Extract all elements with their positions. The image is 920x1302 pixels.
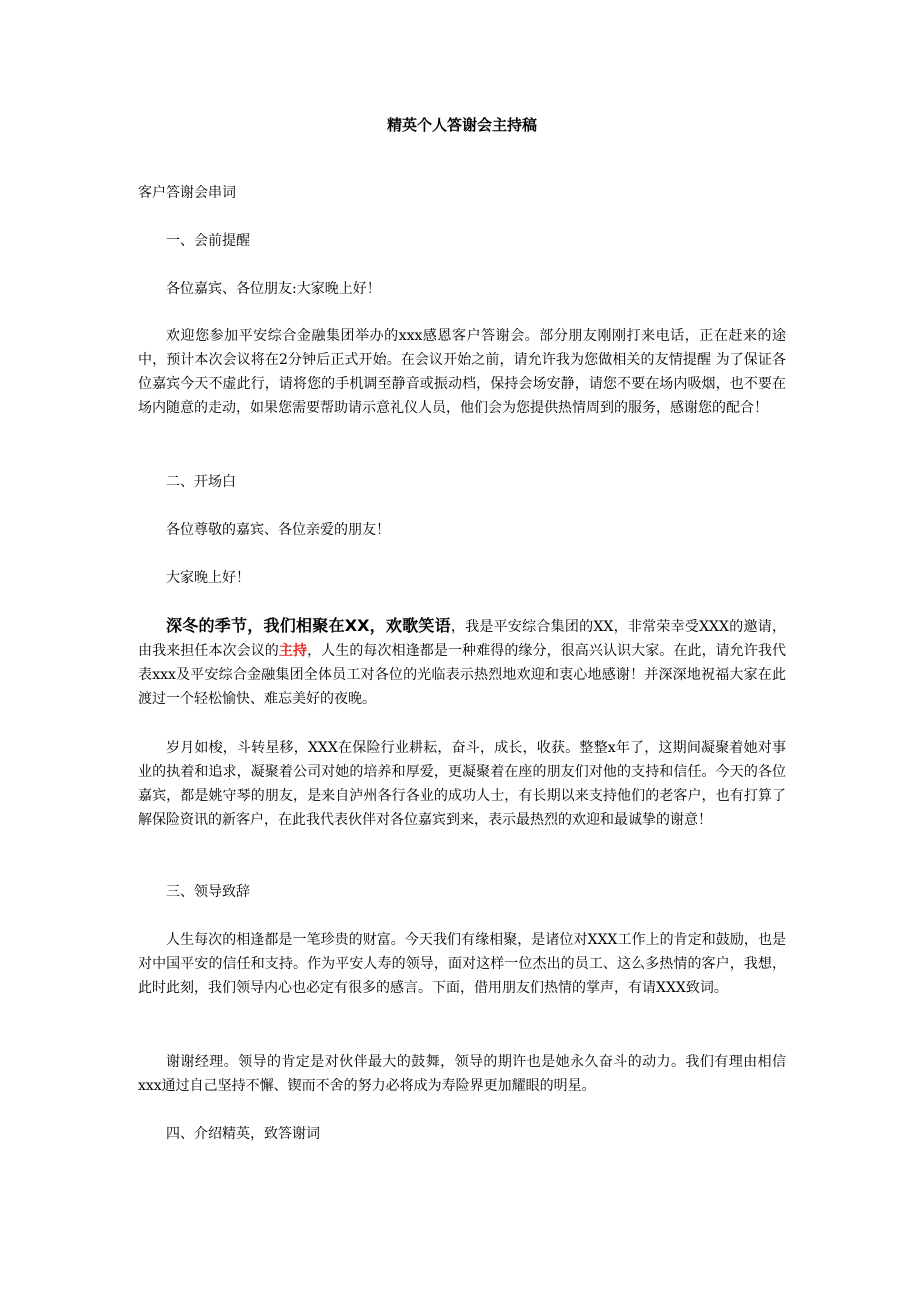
greeting-line: 各位尊敬的嘉宾、各位亲爱的朋友！ xyxy=(166,522,390,538)
opening-text: ，我是平安综合集团的XX，非常荣幸受XXX的邀请，由我来担任本次会议的 xyxy=(138,619,786,659)
section-heading-2: 二、开场白 xyxy=(166,474,236,490)
leader-paragraph: 人生每次的相逢都是一笔珍贵的财富。今天我们有缘相聚，是诸位对XXX工作上的肯定和鼓励，也是对中国平安的信任和支持。作为平安人寿的领导，面对这样一位杰出的员工、这么多热情的客户，我想，此时此刻，我们领导内心也必定有很多的感言。下面，借用朋友们热情的掌声，有请XXX致词。 xyxy=(138,932,786,996)
history-paragraph: 岁月如梭，斗转星移，XXX在保险行业耕耘，奋斗，成长，收获。整整x年了，这期间凝聚着她对事业的执着和追求，凝聚着公司对她的培养和厚爱，更凝聚着在座的朋友们对他的支持和信任。今天的各位嘉宾，都是姚守琴的朋友，是来自泸州各行各业的成功人士，有长期以来支持他们的老客户，也有打算了解保险资讯的新客户，在此我代表伙伴对各位嘉宾到来，表示最热烈的欢迎和最诚挚的谢意！ xyxy=(138,740,786,828)
opening-lead-text: 深冬的季节，我们相聚在XX，欢歌笑语 xyxy=(166,616,451,635)
reminder-paragraph: 欢迎您参加平安综合金融集团举办的xxx感恩客户答谢会。部分朋友刚刚打来电话，正在赶来的途中，预计本次会议将在2分钟后正式开始。在会议开始之前，请允许我为您做相关的友情提醒 为了保证各位嘉宾今天不虚此行，请将您的手机调至静音或振动档，保持会场安静，请您不要在场内吸烟，也不要在场内随意的走动，如果您需要帮助请示意礼仪人员，他们会为您提供热情周到的服务，感谢您的配合！ xyxy=(138,328,786,416)
document-title: 精英个人答谢会主持稿 xyxy=(386,116,537,134)
greeting-line: 大家晚上好！ xyxy=(166,570,250,586)
section-heading-3: 三、领导致辞 xyxy=(166,884,250,900)
document-subtitle: 客户答谢会串词 xyxy=(138,185,236,201)
section-heading-4: 四、介绍精英，致答谢词 xyxy=(166,1126,320,1142)
section-heading-1: 一、会前提醒 xyxy=(166,233,250,249)
opening-paragraph xyxy=(138,614,786,711)
thanks-paragraph: 谢谢经理。领导的肯定是对伙伴最大的鼓舞，领导的期许也是她永久奋斗的动力。我们有理由相信xxx通过自己坚持不懈、锲而不舍的努力必将成为寿险界更加耀眼的明星。 xyxy=(138,1054,786,1094)
highlight-text: 主持 xyxy=(278,643,308,659)
opening-text: ，人生的每次相逢都是一种难得的缘分，很高兴认识大家。在此，请允许我代表xxx及平安综合金融集团全体员工对各位的光临表示热烈地欢迎和衷心地感谢！并深深地祝福大家在此渡过一个轻松愉快、难忘美好的夜晚。 xyxy=(138,643,787,707)
greeting-line: 各位嘉宾、各位朋友:大家晚上好！ xyxy=(166,281,381,297)
